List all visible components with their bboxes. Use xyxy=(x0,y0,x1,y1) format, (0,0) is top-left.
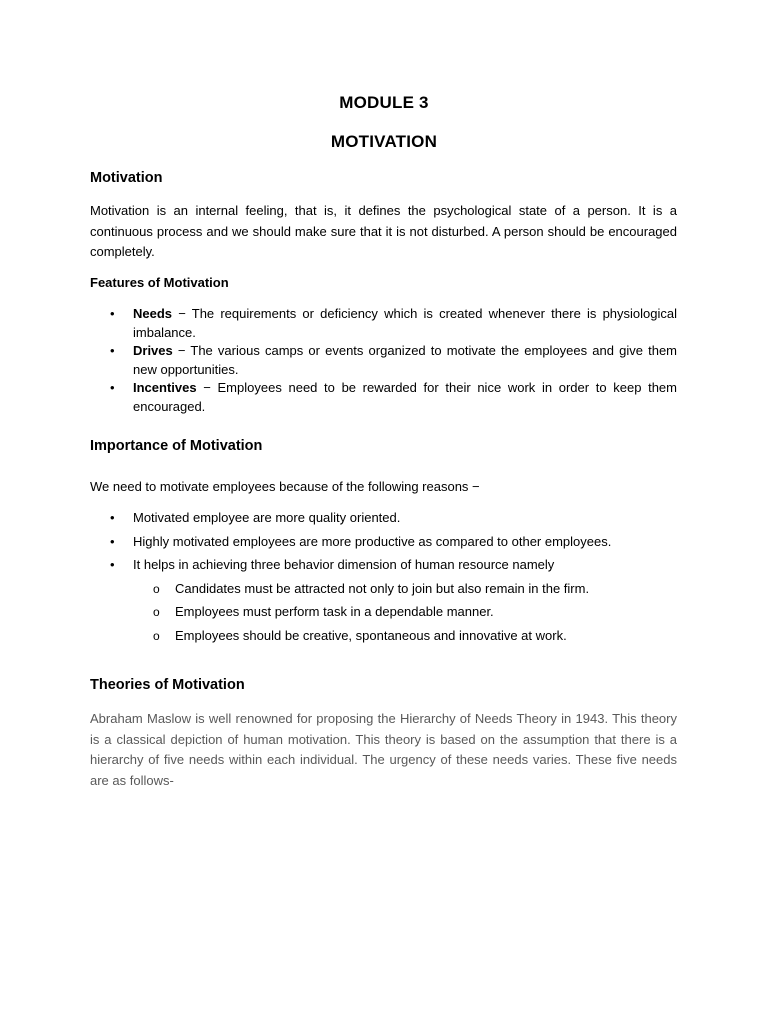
circle-bullet-icon: o xyxy=(153,605,160,619)
section-heading-importance: Importance of Motivation xyxy=(90,438,263,454)
list-item-drives xyxy=(90,342,677,379)
bullet-icon: • xyxy=(110,533,115,549)
theories-paragraph: Abraham Maslow is well renowned for proposing the Hierarchy of Needs Theory in 1943. This theory is a classical depiction of human motivation. This theory is based on the assumption that there is a hierarchy of five needs within each individual. The urgency of these needs varies. These five needs are as follows- xyxy=(90,711,677,788)
feature-term: Drives xyxy=(133,343,173,358)
circle-bullet-icon: o xyxy=(153,628,160,643)
feature-text: − The various camps or events organized to motivate the employees and give them new opportunities. xyxy=(133,343,677,377)
topic-title: MOTIVATION xyxy=(330,132,438,151)
reason-text: It helps in achieving three behavior dimension of human resource namely xyxy=(133,557,555,572)
sub-list-item xyxy=(133,580,677,598)
list-item xyxy=(90,509,677,527)
sub-item-text: Employees should be creative, spontaneous and innovative at work. xyxy=(175,627,567,643)
sub-list-item xyxy=(133,627,677,645)
reason-text: Highly motivated employees are more productive as compared to other employees. xyxy=(133,533,612,549)
sub-list-item xyxy=(133,603,677,621)
list-item-incentives xyxy=(90,379,677,416)
list-item xyxy=(90,556,677,645)
features-heading: Features of Motivation xyxy=(90,275,229,290)
feature-term: Needs xyxy=(133,306,173,321)
feature-text: − Employees need to be rewarded for their nice work in order to keep them encouraged. xyxy=(133,380,677,414)
section-heading-theories: Theories of Motivation xyxy=(90,677,245,693)
bullet-icon: • xyxy=(110,343,115,358)
reason-text: Motivated employee are more quality oriented. xyxy=(133,510,401,525)
sub-list xyxy=(133,580,677,645)
bullet-icon: • xyxy=(110,557,115,572)
feature-term: Incentives xyxy=(133,380,197,395)
reasons-list xyxy=(90,509,677,650)
sub-item-text: Employees must perform task in a dependable manner. xyxy=(175,604,494,619)
features-list xyxy=(90,305,677,416)
sub-item-text: Candidates must be attracted not only to join but also remain in the firm. xyxy=(175,580,590,596)
module-title: MODULE 3 xyxy=(339,93,429,112)
importance-intro: We need to motivate employees because of the following reasons − xyxy=(90,479,480,494)
list-item-needs xyxy=(90,305,677,342)
bullet-icon: • xyxy=(110,510,115,525)
feature-text: − The requirements or deficiency which is created whenever there is physiological imbalance. xyxy=(133,306,677,340)
bullet-icon: • xyxy=(110,380,115,395)
section-heading-motivation: Motivation xyxy=(90,170,163,186)
list-item xyxy=(90,533,677,551)
motivation-paragraph: Motivation is an internal feeling, that is, it defines the psychological state of a person. It is a continuous process and we should make sure that it is not disturbed. A person should be encouraged completely. xyxy=(90,203,677,259)
bullet-icon: • xyxy=(110,306,115,321)
circle-bullet-icon: o xyxy=(153,581,160,596)
